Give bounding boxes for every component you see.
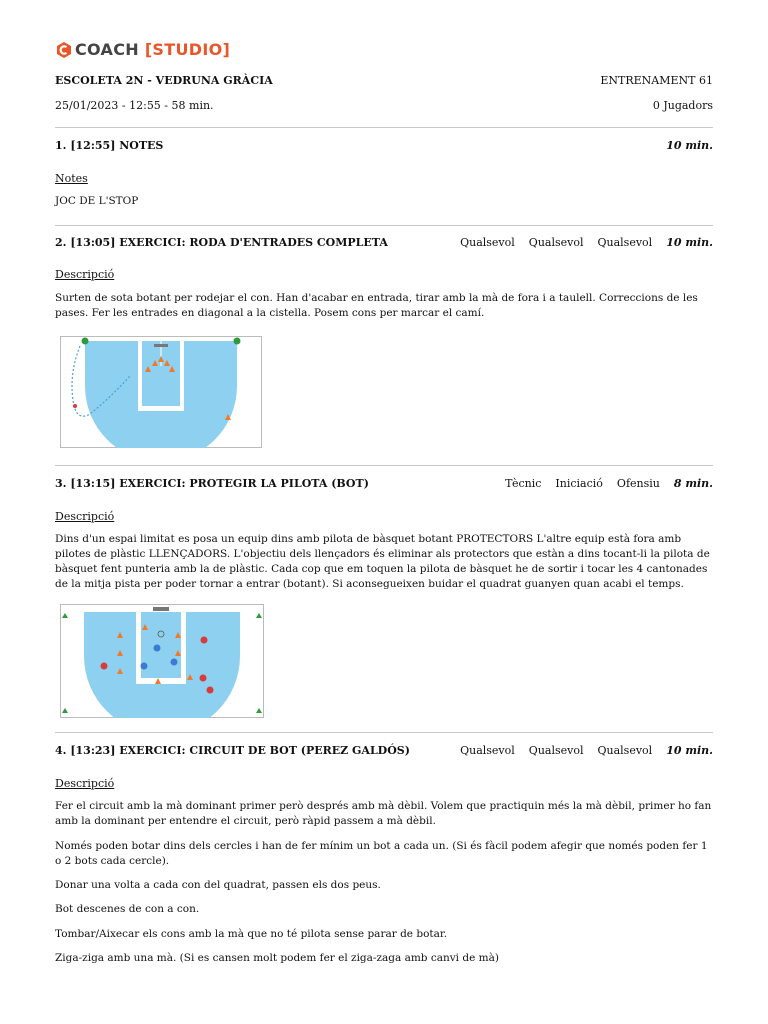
player-icon bbox=[101, 663, 108, 670]
player-icon bbox=[82, 338, 89, 345]
section-label: Descripció bbox=[55, 777, 115, 790]
section-header bbox=[55, 139, 713, 152]
player-icon bbox=[201, 637, 208, 644]
coach-studio-logo bbox=[55, 40, 230, 59]
section-label: Descripció bbox=[55, 510, 115, 523]
session-datetime: 25/01/2023 - 12:55 - 58 min. bbox=[55, 99, 214, 112]
court-diagram-roda-entrades bbox=[60, 336, 262, 448]
team-name: ESCOLETA 2N - VEDRUNA GRÀCIA bbox=[55, 74, 273, 87]
section-text: Ziga-ziga amb una mà. (Si es cansen molt podem fer el ziga-zaga amb canvi de mà) bbox=[55, 952, 499, 964]
section-text: Fer el circuit amb la mà dominant primer però després amb mà dèbil. Volem que practiquin més la mà dèbil, primer ho fan amb la dominant per entendre el circuit, però ràpid passem a mà dèbil. bbox=[55, 800, 712, 827]
section-label: Descripció bbox=[55, 268, 115, 281]
section-text: Donar una volta a cada con del quadrat, passen els dos peus. bbox=[55, 879, 381, 891]
section-title: 3. [13:15] EXERCICI: PROTEGIR LA PILOTA (BOT) bbox=[55, 477, 369, 490]
section-tag: Qualsevol bbox=[597, 744, 653, 757]
logo-coach: COACH bbox=[75, 40, 139, 59]
player-count: 0 Jugadors bbox=[652, 99, 713, 112]
section-tag: Qualsevol bbox=[528, 744, 584, 757]
section-tag: Qualsevol bbox=[460, 236, 515, 249]
section-text: JOC DE L'STOP bbox=[55, 195, 139, 207]
section-header bbox=[55, 236, 713, 249]
session-name: ENTRENAMENT 61 bbox=[600, 74, 713, 87]
header-row-2 bbox=[55, 99, 713, 112]
section-title: 2. [13:05] EXERCICI: RODA D'ENTRADES COMPLETA bbox=[55, 236, 388, 249]
divider bbox=[55, 127, 713, 128]
basket-icon bbox=[154, 344, 168, 347]
logo-studio: [STUDIO] bbox=[144, 40, 231, 59]
section-tag: Qualsevol bbox=[528, 236, 584, 249]
section-tag: Tècnic bbox=[505, 477, 542, 490]
section-tag: Qualsevol bbox=[597, 236, 653, 249]
section-tag: Iniciació bbox=[555, 477, 603, 490]
header-row-1 bbox=[55, 74, 713, 87]
section-header bbox=[55, 744, 713, 757]
section-tag: Ofensiu bbox=[616, 477, 660, 490]
section-text: Dins d'un espai limitat es posa un equip dins amb pilota de bàsquet botant PROTECTORS L'altre equip està fora amb pilotes de plàstic LLENÇADORS. L'objectiu dels llençadors és eliminar als protectors que estàn a dins tocant-li la pilota de bàsquet fent punteria amb la de plàstic. Cada cop que em toquen la pilota de bàsquet he de sortir i tocar les 4 cantonades de la mitja pista per poder tornar a entrar (botant). Si aconsegueixen buidar el quadrat guanyen quan acabi el temps. bbox=[55, 533, 710, 590]
basket-icon bbox=[153, 607, 169, 611]
section-duration: 10 min. bbox=[666, 236, 713, 249]
section-title: 4. [13:23] EXERCICI: CIRCUIT DE BOT (PEREZ GALDÓS) bbox=[55, 744, 410, 757]
section-text: Tombar/Aixecar els cons amb la mà que no té pilota sense parar de botar. bbox=[55, 928, 448, 940]
player-icon bbox=[141, 663, 148, 670]
player-icon bbox=[171, 659, 178, 666]
ball-icon bbox=[73, 404, 77, 408]
player-icon bbox=[234, 338, 241, 345]
section-text: Només poden botar dins dels cercles i han de fer mínim un bot a cada un. (Si és fàcil podem afegir que només poden fer 1 o 2 bots cada cercle). bbox=[55, 840, 708, 867]
divider bbox=[55, 225, 713, 226]
section-header bbox=[55, 477, 713, 490]
player-icon bbox=[200, 675, 207, 682]
section-duration: 10 min. bbox=[666, 139, 713, 152]
section-label: Notes bbox=[55, 172, 88, 185]
divider bbox=[55, 465, 713, 466]
section-tag: Qualsevol bbox=[460, 744, 515, 757]
section-text: Bot descenes de con a con. bbox=[55, 903, 200, 915]
coach-logo-icon bbox=[55, 41, 73, 59]
court-diagram-protegir-pilota bbox=[60, 604, 264, 718]
section-text: Surten de sota botant per rodejar el con. Han d'acabar en entrada, tirar amb la mà de fora i a taulell. Correccions de les pases. Fer les entrades en diagonal a la cistella. Posem cons per marcar el camí. bbox=[55, 292, 698, 319]
player-icon bbox=[207, 687, 214, 694]
section-duration: 10 min. bbox=[666, 744, 713, 757]
player-icon bbox=[154, 645, 161, 652]
divider bbox=[55, 732, 713, 733]
section-duration: 8 min. bbox=[673, 477, 713, 490]
section-title: 1. [12:55] NOTES bbox=[55, 139, 164, 152]
